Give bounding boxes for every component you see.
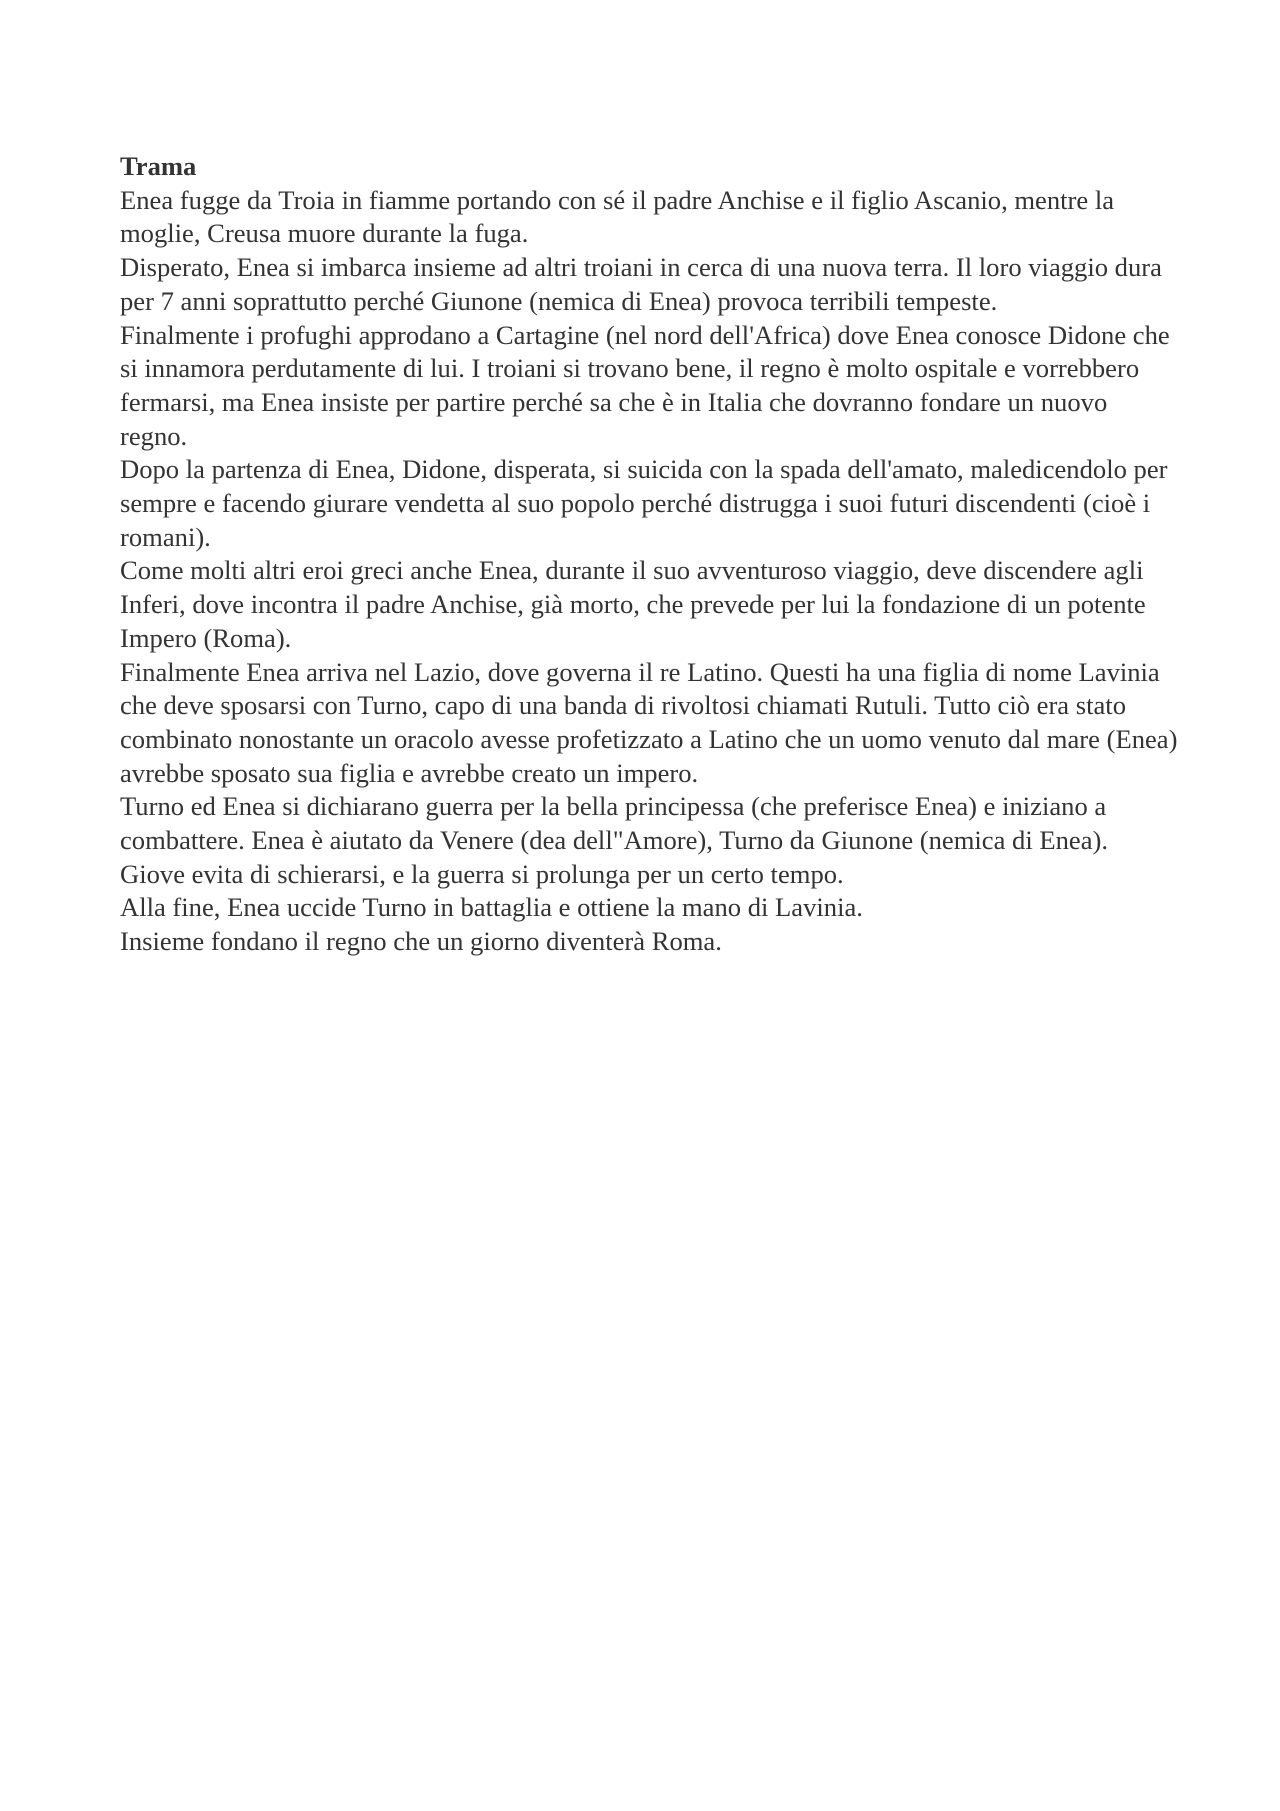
paragraph: Come molti altri eroi greci anche Enea, durante il suo avventuroso viaggio, deve discendere agli Inferi, dove incontra il padre Anchise, già morto, che prevede per lui la fondazione di un potente Impero (Roma). xyxy=(120,555,1146,653)
paragraph: Finalmente Enea arriva nel Lazio, dove governa il re Latino. Questi ha una figlia di nome Lavinia che deve sposarsi con Turno, capo di una banda di rivoltosi chiamati Rutuli. Tutto ciò era stato combinato nonostante un oracolo avesse profetizzato a Latino che un uomo venuto dal mare (Enea) avrebbe sposato sua figlia e avrebbe creato un impero. xyxy=(120,656,1178,788)
paragraph: Enea fugge da Troia in fiamme portando con sé il padre Anchise e il figlio Ascanio, mentre la moglie, Creusa muore durante la fuga. xyxy=(120,184,1115,249)
paragraph: Giove evita di schierarsi, e la guerra si prolunga per un certo tempo. xyxy=(120,858,844,889)
document-heading: Trama xyxy=(120,151,197,181)
paragraph: Insieme fondano il regno che un giorno diventerà Roma. xyxy=(120,926,722,957)
document-body xyxy=(120,150,1180,959)
paragraph: Dopo la partenza di Enea, Didone, disperata, si suicida con la spada dell'amato, maledicendolo per sempre e facendo giurare vendetta al suo popolo perché distrugga i suoi futuri discendenti (cioè i romani). xyxy=(120,454,1168,552)
paragraph: Disperato, Enea si imbarca insieme ad altri troiani in cerca di una nuova terra. Il loro viaggio dura per 7 anni soprattutto perché Giunone (nemica di Enea) provoca terribili tempeste. xyxy=(120,252,1162,316)
paragraph: Finalmente i profughi approdano a Cartagine (nel nord dell'Africa) dove Enea conosce Didone che si innamora perdutamente di lui. I troiani si trovano bene, il regno è molto ospitale e vorrebbero fermarsi, ma Enea insiste per partire perché sa che è in Italia che dovranno fondare un nuovo regno. xyxy=(120,319,1170,451)
paragraph: Alla fine, Enea uccide Turno in battaglia e ottiene la mano di Lavinia. xyxy=(120,892,863,923)
paragraph: Turno ed Enea si dichiarano guerra per la bella principessa (che preferisce Enea) e iniziano a combattere. Enea è aiutato da Venere (dea dell"Amore), Turno da Giunone (nemica di Enea). xyxy=(120,791,1109,856)
